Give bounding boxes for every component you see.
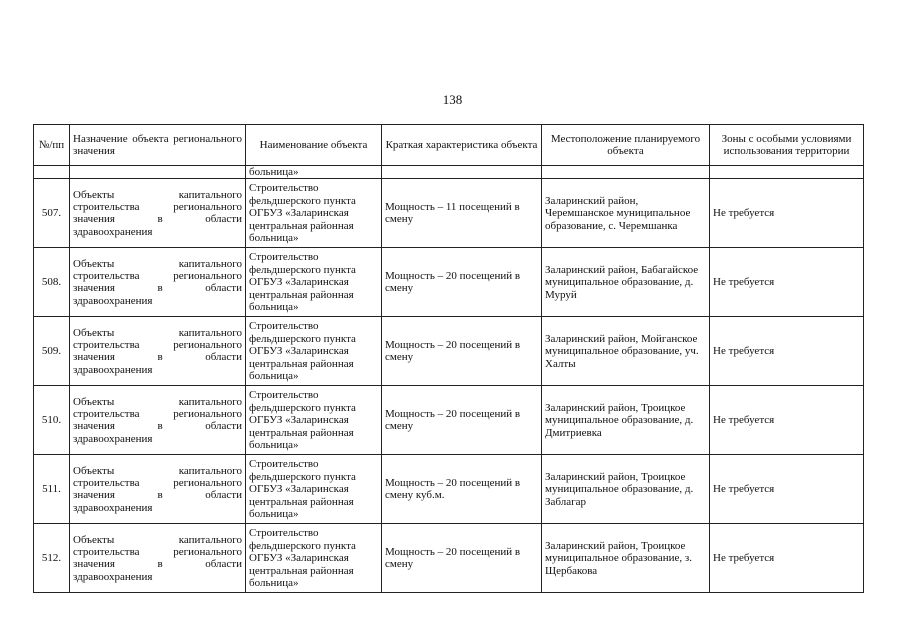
object-characteristic: Мощность – 20 посещений в смену куб.м. bbox=[382, 455, 542, 524]
object-characteristic: Мощность – 20 посещений в смену bbox=[382, 386, 542, 455]
object-characteristic: Мощность – 11 посещений в смену bbox=[382, 179, 542, 248]
row-number: 511. bbox=[34, 455, 70, 524]
purpose-line: строительства регионального bbox=[73, 477, 242, 489]
table-row bbox=[34, 317, 864, 386]
object-name: Строительство фельдшерского пункта ОГБУЗ «Заларинская центральная районная больница» bbox=[246, 455, 382, 524]
continuation-purpose bbox=[70, 166, 246, 179]
table-row bbox=[34, 386, 864, 455]
object-purpose bbox=[70, 455, 246, 524]
object-name: Строительство фельдшерского пункта ОГБУЗ «Заларинская центральная районная больница» bbox=[246, 179, 382, 248]
special-zones: Не требуется bbox=[710, 179, 864, 248]
object-purpose bbox=[70, 317, 246, 386]
continuation-num bbox=[34, 166, 70, 179]
object-location: Заларинский район, Троицкое муниципальное образование, з. Щербакова bbox=[542, 524, 710, 593]
purpose-line: строительства регионального bbox=[73, 546, 242, 558]
object-location: Заларинский район, Троицкое муниципальное образование, д. Дмитриевка bbox=[542, 386, 710, 455]
purpose-line: здравоохранения bbox=[73, 225, 153, 238]
header-characteristic: Краткая характеристика объекта bbox=[382, 125, 542, 166]
header-zones: Зоны с особыми условиями использования территории bbox=[710, 125, 864, 166]
table-header-row bbox=[34, 125, 864, 166]
purpose-line: строительства регионального bbox=[73, 408, 242, 420]
purpose-line: Объекты капитального bbox=[73, 188, 242, 201]
header-name: Наименование объекта bbox=[246, 125, 382, 166]
object-purpose bbox=[70, 179, 246, 248]
object-location: Заларинский район, Черемшанское муниципальное образование, с. Черемшанка bbox=[542, 179, 710, 248]
special-zones: Не требуется bbox=[710, 317, 864, 386]
purpose-line: Объекты капитального bbox=[73, 533, 242, 546]
purpose-line: Объекты капитального bbox=[73, 464, 242, 477]
object-characteristic: Мощность – 20 посещений в смену bbox=[382, 248, 542, 317]
special-zones: Не требуется bbox=[710, 386, 864, 455]
object-characteristic: Мощность – 20 посещений в смену bbox=[382, 317, 542, 386]
purpose-line: Объекты капитального bbox=[73, 395, 242, 408]
purpose-line: строительства регионального bbox=[73, 270, 242, 282]
object-location: Заларинский район, Мойганское муниципальное образование, уч. Халты bbox=[542, 317, 710, 386]
table-row bbox=[34, 248, 864, 317]
row-number: 507. bbox=[34, 179, 70, 248]
continuation-name: больница» bbox=[246, 166, 382, 179]
continuation-location bbox=[542, 166, 710, 179]
purpose-line: значения в области bbox=[73, 351, 242, 364]
page-number: 138 bbox=[442, 92, 463, 107]
row-number: 512. bbox=[34, 524, 70, 593]
purpose-line: здравоохранения bbox=[73, 294, 153, 307]
purpose-line: значения в области bbox=[73, 558, 242, 571]
purpose-line: Объекты капитального bbox=[73, 257, 242, 270]
purpose-line: здравоохранения bbox=[73, 501, 153, 514]
object-purpose bbox=[70, 248, 246, 317]
row-number: 510. bbox=[34, 386, 70, 455]
purpose-line: значения в области bbox=[73, 489, 242, 502]
object-location: Заларинский район, Бабагайское муниципальное образование, д. Муруй bbox=[542, 248, 710, 317]
purpose-line: значения в области bbox=[73, 213, 242, 226]
object-location: Заларинский район, Троицкое муниципальное образование, д. Заблагар bbox=[542, 455, 710, 524]
header-location: Местоположение планируемого объекта bbox=[542, 125, 710, 166]
purpose-line: значения в области bbox=[73, 420, 242, 433]
continuation-zones bbox=[710, 166, 864, 179]
special-zones: Не требуется bbox=[710, 524, 864, 593]
object-purpose bbox=[70, 386, 246, 455]
object-name: Строительство фельдшерского пункта ОГБУЗ «Заларинская центральная районная больница» bbox=[246, 386, 382, 455]
object-name: Строительство фельдшерского пункта ОГБУЗ «Заларинская центральная районная больница» bbox=[246, 524, 382, 593]
purpose-line: здравоохранения bbox=[73, 363, 153, 376]
purpose-line: здравоохранения bbox=[73, 432, 153, 445]
table-row bbox=[34, 179, 864, 248]
purpose-line: строительства регионального bbox=[73, 339, 242, 351]
purpose-line: строительства регионального bbox=[73, 201, 242, 213]
row-number: 509. bbox=[34, 317, 70, 386]
purpose-line: Объекты капитального bbox=[73, 326, 242, 339]
object-name: Строительство фельдшерского пункта ОГБУЗ «Заларинская центральная районная больница» bbox=[246, 317, 382, 386]
object-characteristic: Мощность – 20 посещений в смену bbox=[382, 524, 542, 593]
table-row bbox=[34, 524, 864, 593]
purpose-line: здравоохранения bbox=[73, 570, 153, 583]
table-row bbox=[34, 455, 864, 524]
header-purpose: Назначение объекта регионального значения bbox=[70, 125, 246, 166]
purpose-line: значения в области bbox=[73, 282, 242, 295]
continuation-row bbox=[34, 166, 864, 179]
continuation-characteristic bbox=[382, 166, 542, 179]
object-purpose bbox=[70, 524, 246, 593]
special-zones: Не требуется bbox=[710, 248, 864, 317]
row-number: 508. bbox=[34, 248, 70, 317]
object-name: Строительство фельдшерского пункта ОГБУЗ «Заларинская центральная районная больница» bbox=[246, 248, 382, 317]
special-zones: Не требуется bbox=[710, 455, 864, 524]
header-num: №/пп bbox=[34, 125, 70, 166]
regional-objects-table bbox=[33, 124, 864, 593]
